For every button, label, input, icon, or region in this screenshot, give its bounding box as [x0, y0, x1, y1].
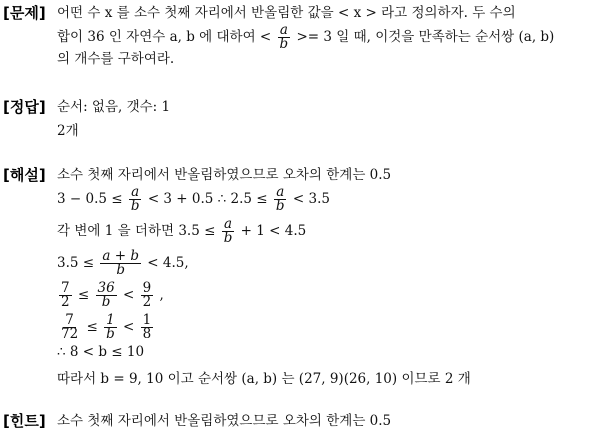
fraction-numerator: a: [131, 184, 140, 200]
fraction-numerator: 1: [142, 312, 152, 328]
explanation-tag: [해설]: [3, 166, 46, 184]
fraction: [96, 282, 117, 309]
fraction: [59, 282, 72, 309]
problem-line-2: [57, 24, 554, 51]
fraction: [129, 186, 142, 213]
inequality-text: ≤: [86, 319, 98, 335]
explanation-line-7: ∴ 8 < b ≤ 10: [57, 344, 145, 360]
inequality-text: < 4.5,: [147, 255, 189, 271]
explanation-line-2: [57, 186, 330, 213]
inequality-text: <: [123, 319, 135, 335]
fraction-denominator: b: [223, 230, 233, 246]
inequality-text: 3 − 0.5 ≤: [57, 191, 123, 207]
answer-tag: [정답]: [3, 98, 46, 116]
answer-line-1: 순서: 없음, 갯수: 1: [57, 99, 171, 115]
fraction-numerator: 1: [106, 312, 115, 328]
inequality-text: < 3.5: [292, 191, 330, 207]
fraction-numerator: 9: [142, 280, 152, 296]
fraction-numerator: 7: [61, 280, 70, 296]
hint-tag: [힌트]: [3, 412, 46, 430]
explanation-line-5: [57, 282, 164, 309]
fraction-numerator: 36: [97, 280, 115, 296]
fraction-numerator: a + b: [102, 248, 139, 264]
inequality-text: 각 변에 1 을 더하면 3.5 ≤: [57, 223, 216, 239]
fraction: [59, 314, 80, 341]
fraction-denominator: 8: [142, 326, 152, 342]
explanation-line-3: [57, 218, 306, 245]
fraction-numerator: 7: [65, 312, 74, 328]
inequality-text: ≤: [77, 287, 90, 303]
fraction-denominator: b: [116, 262, 125, 278]
fraction: [104, 314, 117, 341]
problem-line-2-start: 합이 36 인 자연수 a, b 에 대하여 <: [57, 29, 272, 45]
hint-line-1: 소수 첫째 자리에서 반올림하였으므로 오차의 한계는 0.5: [57, 413, 392, 429]
inequality-text: < 3 + 0.5 ∴ 2.5 ≤: [147, 191, 268, 207]
fraction: [141, 314, 154, 341]
fraction-denominator: b: [106, 326, 115, 342]
fraction: [274, 186, 287, 213]
inequality-text: + 1 < 4.5: [240, 223, 307, 239]
fraction-numerator: a: [276, 184, 285, 200]
fraction-denominator: b: [130, 198, 140, 214]
fraction-denominator: 2: [61, 294, 70, 310]
fraction-numerator: a: [224, 216, 233, 232]
fraction-denominator: b: [101, 294, 111, 310]
problem-line-1: 어떤 수 x 를 소수 첫째 자리에서 반올림한 값을 < x > 라고 정의하자. 두 수의: [57, 5, 516, 21]
inequality-text: 3.5 ≤: [57, 255, 95, 271]
problem-line-2-end: >= 3 일 때, 이것을 만족하는 순서쌍 (a, b): [296, 29, 555, 45]
answer-line-2: 2개: [57, 123, 79, 139]
inequality-text: <: [122, 287, 135, 303]
problem-tag: [문제]: [3, 4, 46, 22]
explanation-line-4: [57, 250, 189, 277]
fraction: [222, 218, 235, 245]
fraction-denominator: 72: [61, 326, 79, 342]
fraction-denominator: b: [279, 36, 289, 52]
inequality-text: ,: [159, 287, 164, 303]
explanation-line-6: [57, 314, 155, 341]
fraction: [141, 282, 154, 309]
fraction-denominator: b: [275, 198, 285, 214]
problem-line-3: 의 개수를 구하여라.: [57, 51, 175, 67]
fraction-numerator: a: [279, 22, 288, 38]
problem-fraction: [278, 24, 291, 51]
fraction: [100, 250, 141, 277]
explanation-line-1: 소수 첫째 자리에서 반올림하였으므로 오차의 한계는 0.5: [57, 167, 392, 183]
fraction-denominator: 2: [142, 294, 152, 310]
explanation-line-8: 따라서 b = 9, 10 이고 순서쌍 (a, b) 는 (27, 9)(26, 10) 이므로 2 개: [57, 371, 471, 387]
